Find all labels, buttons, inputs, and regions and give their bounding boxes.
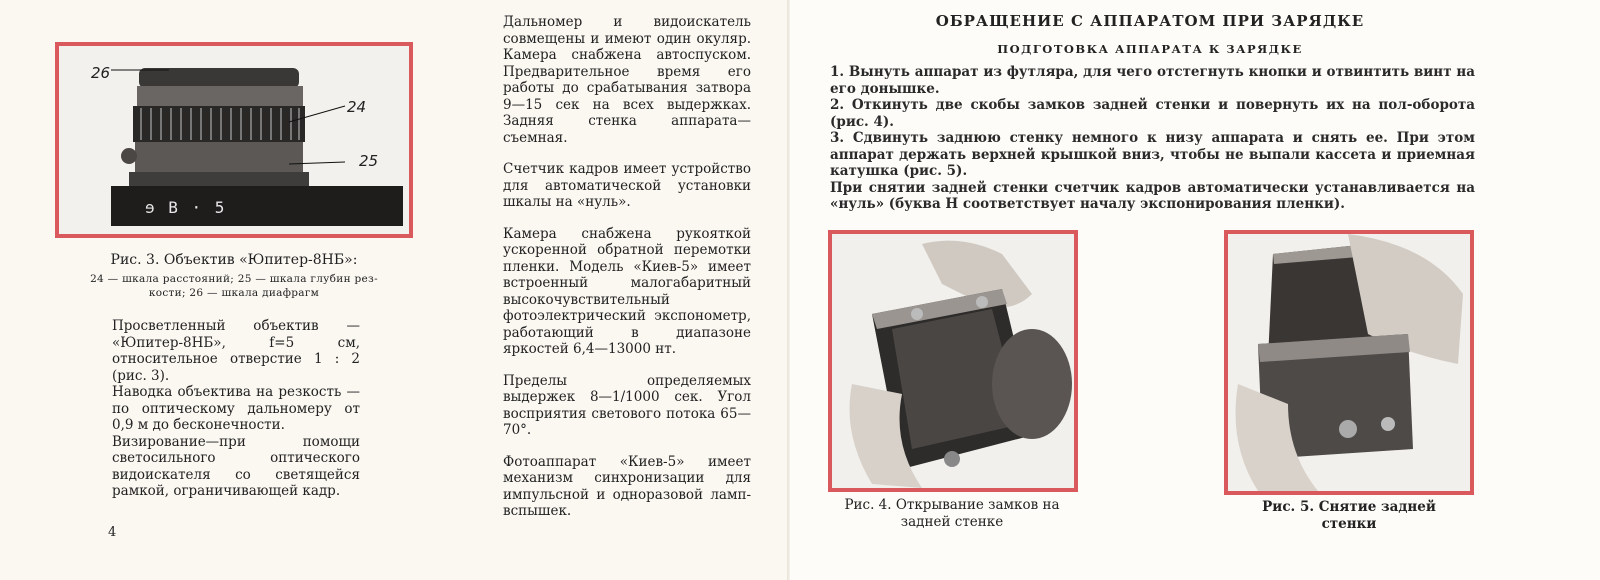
- step-note: При снятии задней стенки счетчик кадров автоматически устанавливается на «нуль» (буква Н соответствует началу экспонирования пленки).: [830, 179, 1475, 212]
- right-text-column: [503, 14, 751, 535]
- paragraph-flash: Фотоаппарат «Киев-5» имеет механизм синхронизации для импульсной и одноразовой ламп-вспышек.: [503, 453, 751, 519]
- lens-marking: ɘ B · 5: [145, 198, 227, 217]
- figure-3-legend-1: 24 — шкала расстояний; 25 — шкала глубин рез-: [90, 273, 378, 285]
- figure-3-legend-2: кости; 26 — шкала диафрагм: [148, 287, 320, 299]
- paragraph-focus: Наводка объектива на резкость — по оптическому дальномеру от 0,9 м до бесконечности.: [112, 384, 360, 433]
- paragraph-lens: Просветленный объектив — «Юпитер-8НБ», f=5 см, относительное отверстие 1 : 2 (рис. 3).: [112, 318, 360, 384]
- paragraph-rewind: Камера снабжена рукояткой ускоренной обратной перемотки пленки. Модель «Киев-5» имеет встроенный малогабаритный высокочувствительный фотоэлектрический экспонометр, работающий в диапазоне яркостей 6,4—13000 нт.: [503, 225, 751, 357]
- step-1: 1. Вынуть аппарат из футляра, для чего отстегнуть кнопки и отвинтить винт на его донышке.: [830, 64, 1475, 97]
- section-subtitle: ПОДГОТОВКА АППАРАТА К ЗАРЯДКЕ: [997, 42, 1303, 56]
- figure-3-caption: [55, 252, 413, 300]
- left-page: [0, 0, 790, 580]
- figure-4-photo: [832, 234, 1074, 488]
- figure-5-caption: Рис. 5. Снятие задней стенки: [1262, 499, 1436, 532]
- callout-24: 24: [347, 98, 367, 116]
- paragraph-rangefinder: Дальномер и видоискатель совмещены и имеют один окуляр. Камера снабжена автоспуском. Предварительное время его работы до срабатывания затвора 9—15 сек на всех выдержках. Задняя стенка аппарата—съемная.: [503, 14, 751, 146]
- step-3: 3. Сдвинуть заднюю стенку немного к низу аппарата и снять ее. При этом аппарат держать верхней крышкой вниз, чтобы не выпали кассета и приемная катушка (рис. 5).: [830, 130, 1475, 179]
- figure-5-photo: [1228, 234, 1470, 491]
- page-number: 4: [108, 525, 117, 540]
- figure-4-caption: Рис. 4. Открывание замков на задней стенке: [844, 497, 1060, 530]
- paragraph-viewfinder: Визирование—при помощи светосильного оптического видоискателя со светящейся рамкой, ограничивающей кадр.: [112, 433, 360, 499]
- left-text-column: [112, 318, 360, 500]
- figure-3-frame: [55, 42, 413, 238]
- callout-25: 25: [359, 152, 379, 170]
- step-2: 2. Откинуть две скобы замков задней стенки и повернуть их на пол-оборота (рис. 4).: [830, 97, 1475, 130]
- paragraph-counter: Счетчик кадров имеет устройство для автоматической установки шкалы на «нуль».: [503, 161, 751, 210]
- figure-4-frame: [828, 230, 1078, 492]
- paragraph-exposure-range: Пределы определяемых выдержек 8—1/1000 сек. Угол восприятия светового потока 65—70°.: [503, 372, 751, 438]
- section-title: ОБРАЩЕНИЕ С АППАРАТОМ ПРИ ЗАРЯДКЕ: [935, 12, 1365, 30]
- figure-3-title: Рис. 3. Объектив «Юпитер-8НБ»:: [110, 252, 358, 268]
- right-page: [790, 0, 1600, 580]
- callout-26: 26: [91, 64, 111, 82]
- figure-5-frame: [1224, 230, 1474, 495]
- loading-steps: [830, 64, 1475, 213]
- lens-illustration: [59, 46, 409, 234]
